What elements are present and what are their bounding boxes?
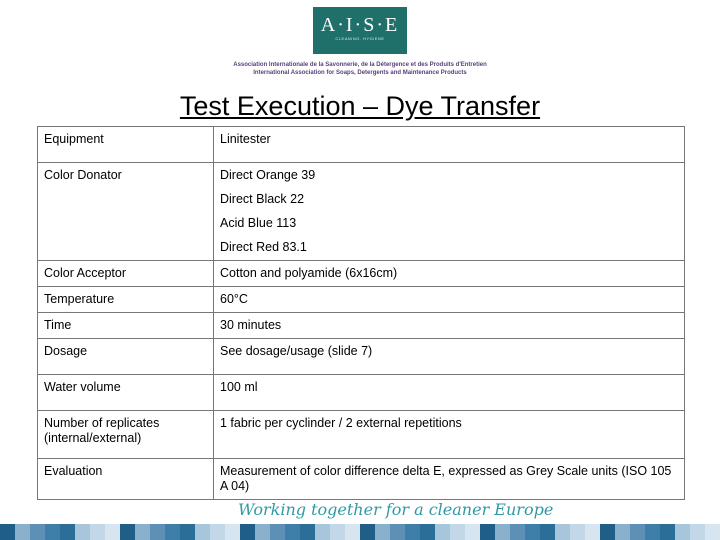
footer-slogan: Working together for a cleaner Europe bbox=[238, 500, 554, 519]
stripe-segment bbox=[645, 524, 660, 540]
row-value: 1 fabric per cyclinder / 2 external repetitions bbox=[214, 411, 685, 459]
stripe-segment bbox=[600, 524, 615, 540]
stripe-segment bbox=[0, 524, 15, 540]
stripe-segment bbox=[255, 524, 270, 540]
stripe-segment bbox=[45, 524, 60, 540]
table-row bbox=[38, 411, 685, 459]
row-value: Linitester bbox=[214, 127, 685, 163]
stripe-segment bbox=[300, 524, 315, 540]
stripe-segment bbox=[480, 524, 495, 540]
row-value: 60°C bbox=[214, 287, 685, 313]
stripe-segment bbox=[585, 524, 600, 540]
stripe-segment bbox=[330, 524, 345, 540]
association-name bbox=[200, 61, 520, 77]
table-row bbox=[38, 127, 685, 163]
stripe-segment bbox=[135, 524, 150, 540]
stripe-segment bbox=[705, 524, 720, 540]
row-value: 100 ml bbox=[214, 375, 685, 411]
dye-item: Acid Blue 113 bbox=[220, 216, 297, 230]
row-label: Temperature bbox=[38, 287, 214, 313]
dye-item: Direct Red 83.1 bbox=[220, 240, 307, 254]
table-row bbox=[38, 339, 685, 375]
dye-item: Direct Orange 39 bbox=[220, 168, 316, 182]
row-value: See dosage/usage (slide 7) bbox=[214, 339, 685, 375]
stripe-segment bbox=[90, 524, 105, 540]
row-label: Number of replicates (internal/external) bbox=[38, 411, 214, 459]
row-label: Evaluation bbox=[38, 459, 214, 500]
row-value-list bbox=[214, 163, 685, 261]
stripe-segment bbox=[15, 524, 30, 540]
stripe-segment bbox=[315, 524, 330, 540]
table-row bbox=[38, 261, 685, 287]
stripe-segment bbox=[495, 524, 510, 540]
association-line-en: International Association for Soaps, Detergents and Maintenance Products bbox=[253, 70, 467, 76]
association-line-fr: Association Internationale de la Savonnerie, de la Détergence et des Produits d'Entretien bbox=[233, 62, 487, 68]
row-label: Time bbox=[38, 313, 214, 339]
stripe-segment bbox=[30, 524, 45, 540]
stripe-segment bbox=[210, 524, 225, 540]
row-label: Color Acceptor bbox=[38, 261, 214, 287]
stripe-segment bbox=[360, 524, 375, 540]
stripe-segment bbox=[540, 524, 555, 540]
stripe-segment bbox=[345, 524, 360, 540]
stripe-segment bbox=[195, 524, 210, 540]
row-value: 30 minutes bbox=[214, 313, 685, 339]
footer-stripe bbox=[0, 524, 720, 540]
stripe-segment bbox=[630, 524, 645, 540]
table-row bbox=[38, 287, 685, 313]
stripe-segment bbox=[225, 524, 240, 540]
stripe-segment bbox=[180, 524, 195, 540]
row-label: Equipment bbox=[38, 127, 214, 163]
stripe-segment bbox=[390, 524, 405, 540]
aise-logo bbox=[313, 7, 407, 54]
stripe-segment bbox=[690, 524, 705, 540]
slide-title: Test Execution – Dye Transfer bbox=[179, 91, 541, 121]
stripe-segment bbox=[510, 524, 525, 540]
stripe-segment bbox=[405, 524, 420, 540]
spec-table bbox=[37, 126, 685, 500]
stripe-segment bbox=[420, 524, 435, 540]
row-value: Measurement of color difference delta E, expressed as Grey Scale units (ISO 105 A 04) bbox=[214, 459, 685, 500]
stripe-segment bbox=[240, 524, 255, 540]
table-row bbox=[38, 459, 685, 500]
dye-item: Direct Black 22 bbox=[220, 192, 305, 206]
stripe-segment bbox=[75, 524, 90, 540]
stripe-segment bbox=[615, 524, 630, 540]
stripe-segment bbox=[270, 524, 285, 540]
row-label: Dosage bbox=[38, 339, 214, 375]
stripe-segment bbox=[285, 524, 300, 540]
row-label: Color Donator bbox=[38, 163, 214, 261]
logo-text: A·I·S·E bbox=[320, 14, 400, 36]
row-value: Cotton and polyamide (6x16cm) bbox=[214, 261, 685, 287]
logo-subtext: CLEANING. HYGIENE bbox=[335, 36, 385, 41]
stripe-segment bbox=[525, 524, 540, 540]
stripe-segment bbox=[105, 524, 120, 540]
stripe-segment bbox=[150, 524, 165, 540]
row-label: Water volume bbox=[38, 375, 214, 411]
stripe-segment bbox=[60, 524, 75, 540]
stripe-segment bbox=[555, 524, 570, 540]
stripe-segment bbox=[120, 524, 135, 540]
stripe-segment bbox=[375, 524, 390, 540]
stripe-segment bbox=[570, 524, 585, 540]
stripe-segment bbox=[465, 524, 480, 540]
table-row bbox=[38, 163, 685, 261]
stripe-segment bbox=[660, 524, 675, 540]
stripe-segment bbox=[435, 524, 450, 540]
table-row bbox=[38, 313, 685, 339]
stripe-segment bbox=[450, 524, 465, 540]
stripe-segment bbox=[165, 524, 180, 540]
table-row bbox=[38, 375, 685, 411]
stripe-segment bbox=[675, 524, 690, 540]
